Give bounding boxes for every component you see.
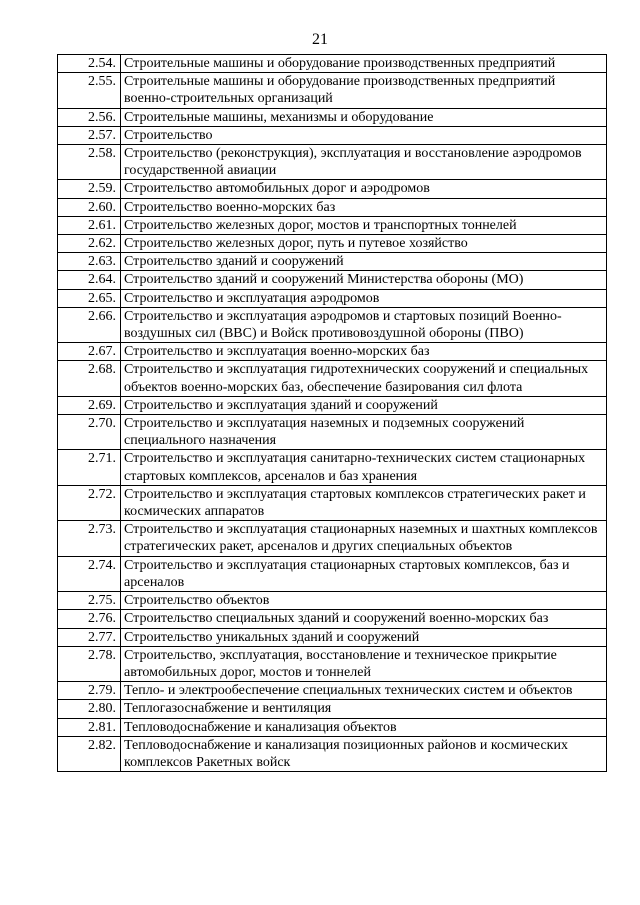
row-code: 2.66. bbox=[58, 307, 121, 342]
row-name: Тепловодоснабжение и канализация позиционных районов и космических комплексов Ракетных войск bbox=[121, 736, 607, 771]
row-code: 2.81. bbox=[58, 718, 121, 736]
specialty-table-body bbox=[58, 55, 607, 772]
table-row bbox=[58, 415, 607, 450]
row-code: 2.74. bbox=[58, 556, 121, 591]
row-name: Строительство и эксплуатация аэродромов bbox=[121, 289, 607, 307]
row-name: Строительство и эксплуатация санитарно-технических систем стационарных стартовых комплексов, арсеналов и баз хранения bbox=[121, 450, 607, 485]
table-row bbox=[58, 198, 607, 216]
table-row bbox=[58, 718, 607, 736]
row-code: 2.60. bbox=[58, 198, 121, 216]
table-row bbox=[58, 610, 607, 628]
row-code: 2.54. bbox=[58, 55, 121, 73]
row-code: 2.69. bbox=[58, 396, 121, 414]
row-name: Строительство военно-морских баз bbox=[121, 198, 607, 216]
row-code: 2.56. bbox=[58, 108, 121, 126]
row-code: 2.61. bbox=[58, 216, 121, 234]
row-name: Строительство и эксплуатация аэродромов и стартовых позиций Военно-воздушных сил (ВВС) и Войск противовоздушной обороны (ПВО) bbox=[121, 307, 607, 342]
table-row bbox=[58, 145, 607, 180]
table-row bbox=[58, 628, 607, 646]
table-row bbox=[58, 450, 607, 485]
table-row bbox=[58, 271, 607, 289]
row-code: 2.79. bbox=[58, 682, 121, 700]
row-name: Строительные машины и оборудование производственных предприятий военно-строительных организаций bbox=[121, 73, 607, 108]
table-row bbox=[58, 307, 607, 342]
table-row bbox=[58, 682, 607, 700]
row-name: Строительство железных дорог, путь и путевое хозяйство bbox=[121, 235, 607, 253]
row-name: Строительство и эксплуатация гидротехнических сооружений и специальных объектов военно-морских баз, обеспечение базирования сил флота bbox=[121, 361, 607, 396]
row-name: Строительство (реконструкция), эксплуатация и восстановление аэродромов государственной авиации bbox=[121, 145, 607, 180]
table-row bbox=[58, 556, 607, 591]
row-code: 2.55. bbox=[58, 73, 121, 108]
row-code: 2.73. bbox=[58, 521, 121, 556]
table-row bbox=[58, 592, 607, 610]
table-row bbox=[58, 235, 607, 253]
row-name: Строительство и эксплуатация военно-морских баз bbox=[121, 343, 607, 361]
table-row bbox=[58, 216, 607, 234]
row-code: 2.67. bbox=[58, 343, 121, 361]
table-row bbox=[58, 253, 607, 271]
row-name: Строительство уникальных зданий и сооружений bbox=[121, 628, 607, 646]
row-code: 2.71. bbox=[58, 450, 121, 485]
row-code: 2.62. bbox=[58, 235, 121, 253]
specialty-table bbox=[57, 54, 607, 772]
table-row bbox=[58, 289, 607, 307]
row-name: Строительство и эксплуатация стартовых комплексов стратегических ракет и космических аппаратов bbox=[121, 485, 607, 520]
table-row bbox=[58, 700, 607, 718]
row-code: 2.72. bbox=[58, 485, 121, 520]
table-row bbox=[58, 396, 607, 414]
row-code: 2.64. bbox=[58, 271, 121, 289]
row-code: 2.76. bbox=[58, 610, 121, 628]
table-row bbox=[58, 343, 607, 361]
row-code: 2.75. bbox=[58, 592, 121, 610]
row-name: Строительство и эксплуатация стационарных стартовых комплексов, баз и арсеналов bbox=[121, 556, 607, 591]
table-row bbox=[58, 361, 607, 396]
row-name: Теплогазоснабжение и вентиляция bbox=[121, 700, 607, 718]
row-name: Строительство, эксплуатация, восстановление и техническое прикрытие автомобильных дорог, мостов и тоннелей bbox=[121, 646, 607, 681]
table-row bbox=[58, 736, 607, 771]
row-name: Строительство железных дорог, мостов и транспортных тоннелей bbox=[121, 216, 607, 234]
row-name: Строительные машины, механизмы и оборудование bbox=[121, 108, 607, 126]
row-name: Строительство зданий и сооружений bbox=[121, 253, 607, 271]
row-name: Строительство зданий и сооружений Министерства обороны (МО) bbox=[121, 271, 607, 289]
row-code: 2.65. bbox=[58, 289, 121, 307]
row-code: 2.70. bbox=[58, 415, 121, 450]
row-name: Тепло- и электрообеспечение специальных технических систем и объектов bbox=[121, 682, 607, 700]
row-name: Строительство bbox=[121, 126, 607, 144]
table-row bbox=[58, 126, 607, 144]
row-code: 2.58. bbox=[58, 145, 121, 180]
table-row bbox=[58, 108, 607, 126]
row-code: 2.68. bbox=[58, 361, 121, 396]
row-code: 2.63. bbox=[58, 253, 121, 271]
table-row bbox=[58, 521, 607, 556]
row-name: Тепловодоснабжение и канализация объектов bbox=[121, 718, 607, 736]
table-row bbox=[58, 73, 607, 108]
table-row bbox=[58, 485, 607, 520]
row-code: 2.77. bbox=[58, 628, 121, 646]
table-row bbox=[58, 180, 607, 198]
row-name: Строительство и эксплуатация наземных и подземных сооружений специального назначения bbox=[121, 415, 607, 450]
row-name: Строительство специальных зданий и сооружений военно-морских баз bbox=[121, 610, 607, 628]
row-code: 2.57. bbox=[58, 126, 121, 144]
table-row bbox=[58, 646, 607, 681]
row-code: 2.78. bbox=[58, 646, 121, 681]
row-name: Строительство и эксплуатация стационарных наземных и шахтных комплексов стратегических ракет, арсеналов и других специальных объектов bbox=[121, 521, 607, 556]
row-name: Строительство и эксплуатация зданий и сооружений bbox=[121, 396, 607, 414]
row-code: 2.59. bbox=[58, 180, 121, 198]
row-code: 2.80. bbox=[58, 700, 121, 718]
row-code: 2.82. bbox=[58, 736, 121, 771]
row-name: Строительство объектов bbox=[121, 592, 607, 610]
page-number: 21 bbox=[312, 31, 328, 48]
row-name: Строительство автомобильных дорог и аэродромов bbox=[121, 180, 607, 198]
row-name: Строительные машины и оборудование производственных предприятий bbox=[121, 55, 607, 73]
table-row bbox=[58, 55, 607, 73]
